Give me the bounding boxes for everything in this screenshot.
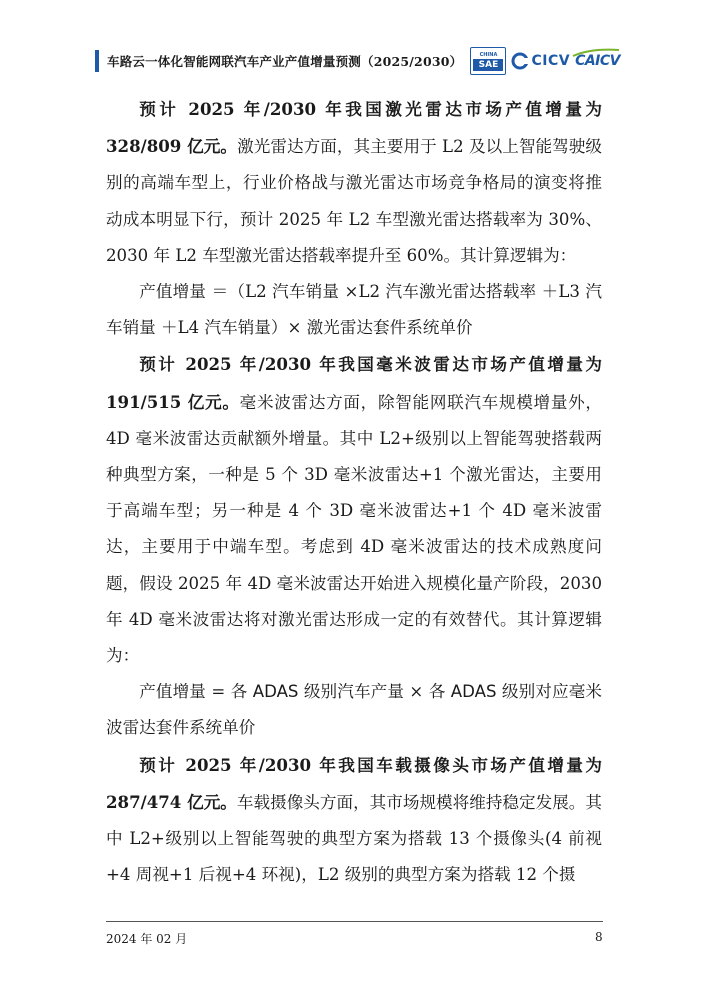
sae-logo-bottom-text: SAE <box>473 59 503 71</box>
camera-detail: 车载摄像头方面，其市场规模将维持稳定发展。其中 L2+级别以上智能驾驶的典型方案为搭载 13 个摄像头(4 前视+4 周视+1 后视+4 环视)，L2 级别的典型方案为搭载 12 个摄 <box>106 792 602 885</box>
caicv-logo-text: CAICV <box>575 53 620 69</box>
cicv-logo-text: CICV <box>531 53 571 69</box>
header-accent-bar <box>95 50 99 72</box>
mmwave-detail: 毫米波雷达方面，除智能网联汽车规模增量外，4D 毫米波雷达贡献额外增量。其中 L2+级别以上智能驾驶搭载两种典型方案，一种是 5 个 3D 毫米波雷达+1 个激光雷达，主要用于高端车型；另一种是 4 个 3D 毫米波雷达+1 个 4D 毫米波雷达，主要用于中端车型。考虑到 4D 毫米波雷达的技术成熟度问题，假设 2025 年 4D 毫米波雷达开始进入规模化量产阶段，2030 年 4D 毫米波雷达将对激光雷达形成一定的有效替代。其计算逻辑为： <box>106 392 602 666</box>
footer-divider <box>106 921 603 922</box>
paragraph-lidar <box>106 91 602 274</box>
document-body <box>106 91 602 893</box>
caicv-swoosh-icon <box>571 48 621 58</box>
cicv-logo <box>511 52 570 70</box>
formula-mmwave-part2: 级别汽车产量 × 各 <box>298 682 451 702</box>
caicv-logo <box>575 53 620 69</box>
page-header <box>95 44 620 80</box>
formula-mmwave-adas2: ADAS <box>450 682 497 702</box>
header-logos <box>470 46 620 76</box>
lidar-detail: 激光雷达方面，其主要用于 L2 及以上智能驾驶级别的高端车型上，行业价格战与激光雷达市场竞争格局的演变将推动成本明显下行，预计 2025 年 L2 车型激光雷达搭载率为 30%、2030 年 L2 车型激光雷达搭载率提升至 60%。其计算逻辑为： <box>106 137 602 265</box>
lidar-summary: 预计 2025 年/2030 年我国激光雷达市场产值增量为 328/809 亿元。 <box>106 99 602 157</box>
page-number: 8 <box>595 930 603 944</box>
header-title: 车路云一体化智能网联汽车产业产值增量预测（2025/2030） <box>107 54 463 69</box>
paragraph-camera <box>106 747 602 894</box>
china-sae-logo <box>470 47 506 75</box>
cicv-mark-icon <box>511 52 529 70</box>
mmwave-summary: 预计 2025 年/2030 年我国毫米波雷达市场产值增量为 191/515 亿元。 <box>106 354 602 412</box>
formula-mmwave-part1: 产值增量 = 各 <box>139 682 253 702</box>
footer-date: 2024 年 02 月 <box>106 932 188 946</box>
camera-summary: 预计 2025 年/2030 年我国车载摄像头市场产值增量为 287/474 亿元。 <box>106 754 602 812</box>
formula-mmwave-adas1: ADAS <box>252 682 299 702</box>
formula-lidar: 产值增量 ＝（L2 汽车销量 ×L2 汽车激光雷达搭载率 ＋L3 汽车销量 ＋L4 汽车销量）× 激光雷达套件系统单价 <box>106 282 602 338</box>
paragraph-mmwave <box>106 346 602 674</box>
formula-mmwave <box>106 674 602 746</box>
sae-logo-top-text: CHINA <box>479 51 498 58</box>
formula-mmwave-part3: 级别对应毫米波雷达套件系统单价 <box>106 682 602 738</box>
